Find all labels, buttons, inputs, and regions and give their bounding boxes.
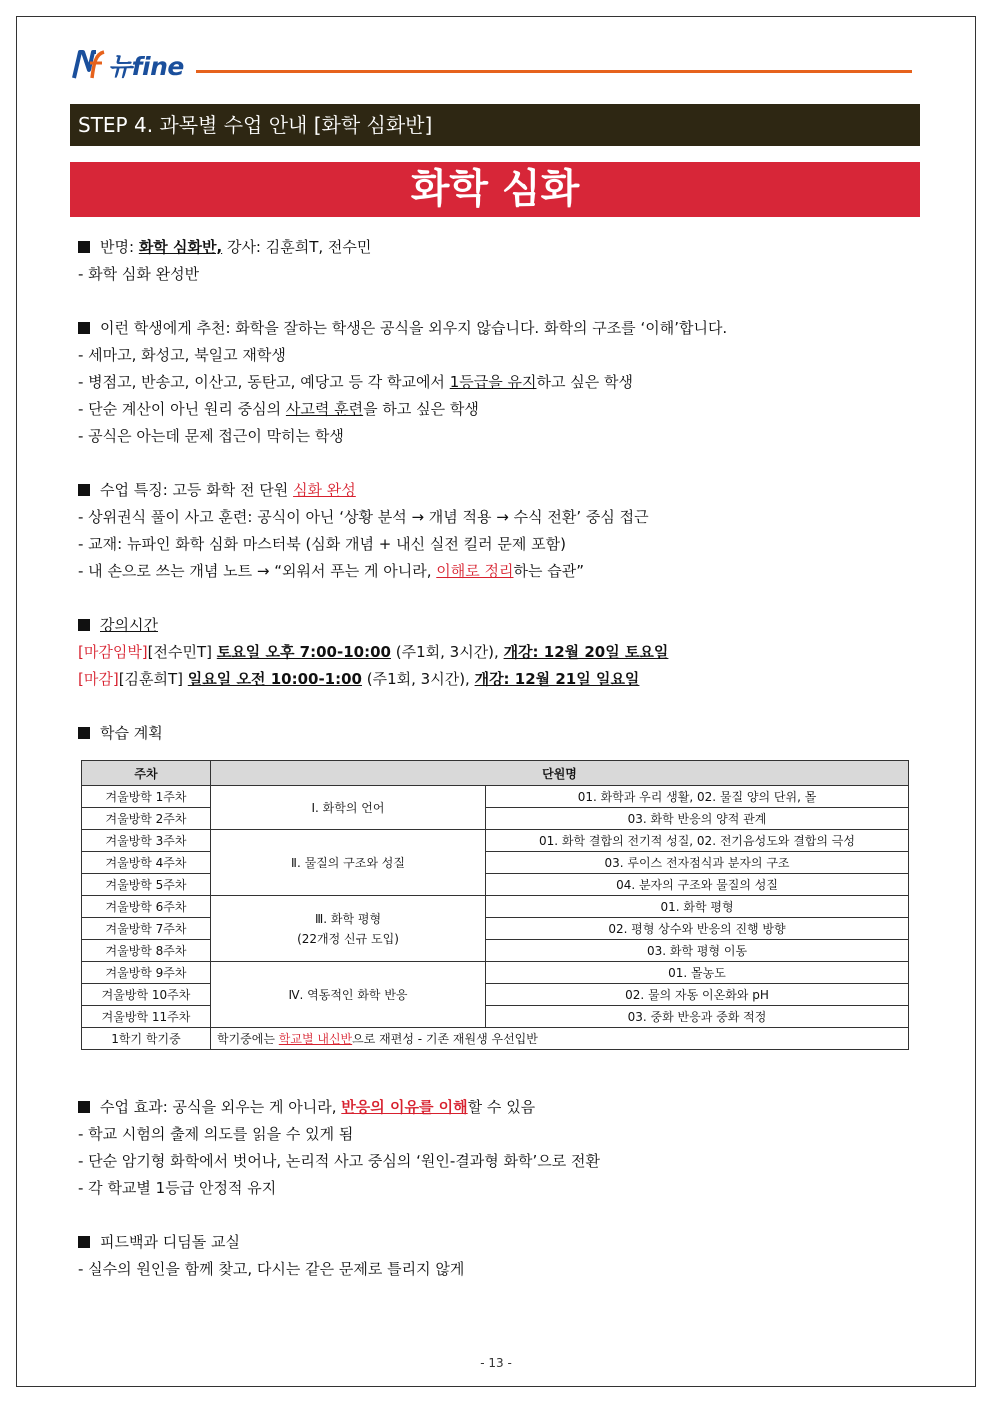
chapter-cell: Ⅳ. 역동적인 화학 반응 — [211, 962, 486, 1028]
square-bullet-icon — [78, 1236, 90, 1248]
square-bullet-icon — [78, 322, 90, 334]
list-item: - 상위권식 풀이 사고 훈련: 공식이 아닌 ‘상황 분석 → 개념 적용 → 수식 전환’ 중심 접근 — [78, 508, 649, 526]
page-number: - 13 - — [480, 1356, 512, 1370]
class-sub: - 화학 심화 완성반 — [78, 265, 200, 283]
square-bullet-icon — [78, 1101, 90, 1113]
time-heading: 강의시간 — [78, 612, 918, 639]
chapter-cell: Ⅲ. 화학 평형 (22개정 신규 도입) — [211, 896, 486, 962]
page-title: 화학 심화 — [70, 162, 920, 217]
list-item: - 내 손으로 쓰는 개념 노트 → “외워서 푸는 게 아니라, 이해로 정리하는 습관” — [78, 562, 584, 580]
recommend-heading: 이런 학생에게 추천: 화학을 잘하는 학생은 공식을 외우지 않습니다. 화학의 구조를 ‘이해’합니다. — [78, 315, 918, 342]
table-row: 겨울방학 11주차 03. 중화 반응과 중화 적정 — [82, 1006, 909, 1028]
table-row: 겨울방학 9주차 Ⅳ. 역동적인 화학 반응 01. 몰농도 — [82, 962, 909, 984]
deadline-tag: [마감임박] — [78, 643, 148, 661]
chapter-cell: Ⅰ. 화학의 언어 — [211, 786, 486, 830]
table-row: 겨울방학 5주차 04. 분자의 구조와 물질의 성질 — [82, 874, 909, 896]
table-row: 겨울방학 10주차 02. 물의 자동 이온화와 pH — [82, 984, 909, 1006]
table-row: 겨울방학 3주차 Ⅱ. 물질의 구조와 성질 01. 화학 결합의 전기적 성질, 02. 전기음성도와 결합의 극성 — [82, 830, 909, 852]
effect-heading: 수업 효과: 공식을 외우는 게 아니라, 반응의 이유를 이해할 수 있음 — [78, 1094, 918, 1121]
table-row: 겨울방학 7주차 02. 평형 상수와 반응의 진행 방향 — [82, 918, 909, 940]
table-row: 겨울방학 2주차 03. 화학 반응의 양적 관계 — [82, 808, 909, 830]
list-item: - 공식은 아는데 문제 접근이 막히는 학생 — [78, 427, 344, 445]
nf-logo-icon — [72, 48, 106, 82]
list-item: - 실수의 원인을 함께 찾고, 다시는 같은 문제로 틀리지 않게 — [78, 1260, 465, 1278]
class-info-heading: 반명: 화학 심화반, 강사: 김훈희T, 전수민 — [78, 234, 918, 261]
square-bullet-icon — [78, 619, 90, 631]
list-item: - 단순 계산이 아닌 원리 중심의 사고력 훈련을 하고 싶은 학생 — [78, 400, 479, 418]
logo-text: 뉴fine — [108, 52, 184, 81]
table-row: 겨울방학 1주차 Ⅰ. 화학의 언어 01. 화학과 우리 생활, 02. 물질 양의 단위, 몰 — [82, 786, 909, 808]
study-plan-table — [81, 760, 909, 1050]
list-item: - 세마고, 화성고, 북일고 재학생 — [78, 346, 286, 364]
col-unit-header: 단원명 — [211, 761, 909, 786]
feature-heading: 수업 특징: 고등 화학 전 단원 심화 완성 — [78, 477, 918, 504]
list-item: - 단순 암기형 화학에서 벗어나, 논리적 사고 중심의 ‘원인-결과형 화학’으로 전환 — [78, 1152, 601, 1170]
table-header-row — [82, 761, 909, 786]
schedule-row: [마감임박][전수민T] 토요일 오후 7:00-10:00 (주1회, 3시간), 개강: 12월 20일 토요일 — [78, 643, 669, 661]
col-week-header: 주차 — [82, 761, 211, 786]
table-row: 겨울방학 6주차 Ⅲ. 화학 평형 (22개정 신규 도입) 01. 화학 평형 — [82, 896, 909, 918]
chapter-cell: Ⅱ. 물질의 구조와 성질 — [211, 830, 486, 896]
square-bullet-icon — [78, 484, 90, 496]
square-bullet-icon — [78, 241, 90, 253]
step-header: STEP 4. 과목별 수업 안내 [화학 심화반] — [70, 104, 920, 146]
teacher-info: 강사: 김훈희T, 전수민 — [222, 238, 372, 256]
class-name: 화학 심화반, — [138, 238, 223, 256]
table-row — [82, 1028, 909, 1050]
main-content — [78, 234, 918, 747]
list-item: - 교재: 뉴파인 화학 심화 마스터북 (심화 개념 + 내신 실전 킬러 문제 포함) — [78, 535, 566, 553]
effects-content — [78, 1094, 918, 1283]
semester-note: 학기중에는 학교별 내신반으로 재편성 - 기존 재원생 우선입반 — [211, 1028, 909, 1050]
table-row: 겨울방학 4주차 03. 루이스 전자점식과 분자의 구조 — [82, 852, 909, 874]
deadline-tag: [마감] — [78, 670, 119, 688]
table-row: 겨울방학 8주차 03. 화학 평형 이동 — [82, 940, 909, 962]
feedback-heading: 피드백과 디딤돌 교실 — [78, 1229, 918, 1256]
list-item: - 학교 시험의 출제 의도를 읽을 수 있게 됨 — [78, 1125, 354, 1143]
logo — [72, 48, 184, 82]
header-rule — [196, 70, 912, 73]
square-bullet-icon — [78, 727, 90, 739]
plan-heading: 학습 계획 — [78, 720, 918, 747]
list-item: - 병점고, 반송고, 이산고, 동탄고, 예당고 등 각 학교에서 1등급을 유지하고 싶은 학생 — [78, 373, 633, 391]
semester-label: 1학기 학기중 — [82, 1028, 211, 1050]
list-item: - 각 학교별 1등급 안정적 유지 — [78, 1179, 277, 1197]
schedule-row: [마감][김훈희T] 일요일 오전 10:00-1:00 (주1회, 3시간), 개강: 12월 21일 일요일 — [78, 670, 640, 688]
